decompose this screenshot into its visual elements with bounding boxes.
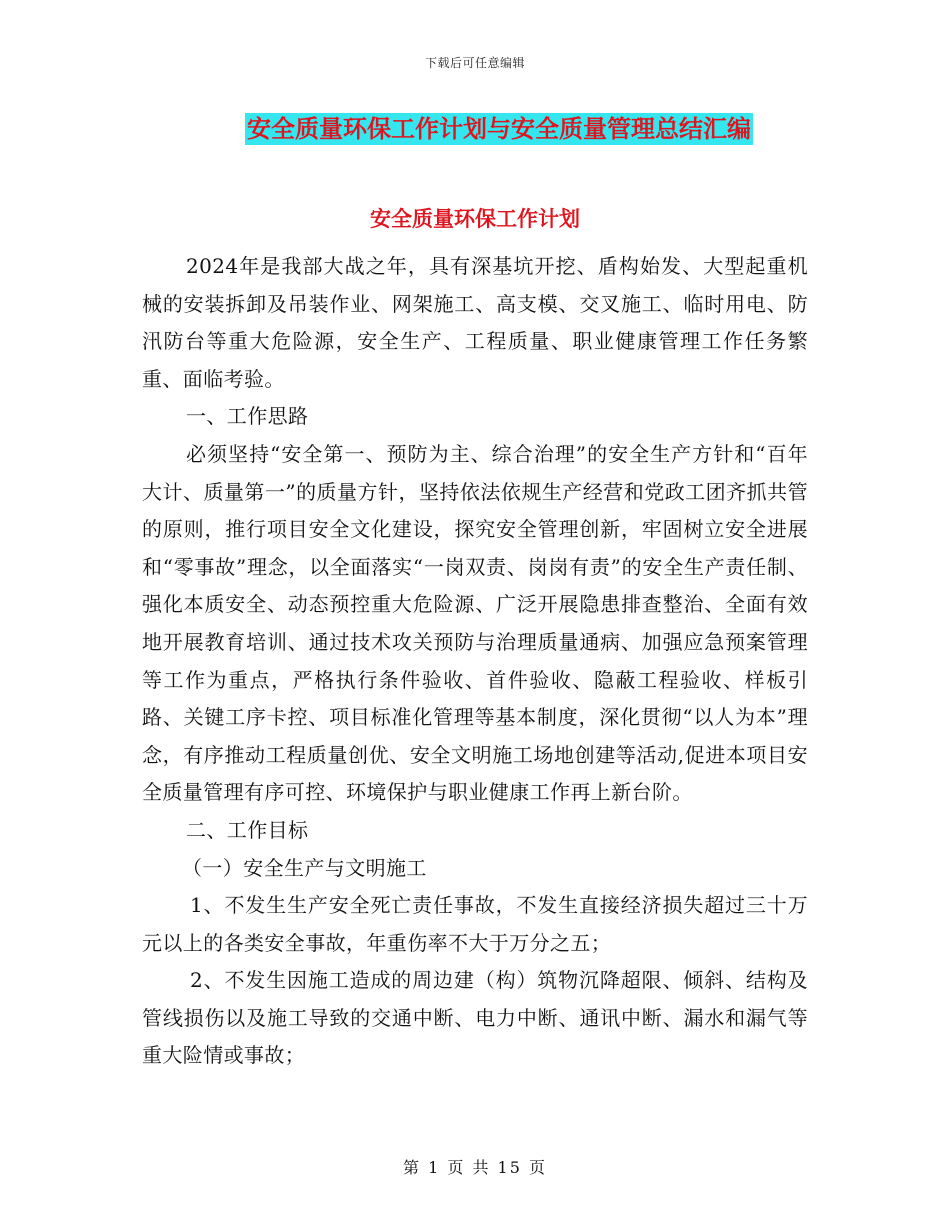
page-footer: 第 1 页 共 15 页 (403, 1158, 547, 1177)
paragraph-work-ideas: 必须坚持“安全第一、预防为主、综合治理”的安全生产方针和“百年大计、质量第一”的质量方针，坚持依法依规生产经营和党政工团齐抓共管的原则，推行项目安全文化建设，探究安全管理创新，牢固树立安全进展和“零事故”理念，以全面落实“一岗双责、岗岗有责”的安全生产责任制、强化本质安全、动态预控重大危险源、广泛开展隐患排查整治、全面有效地开展教育培训、通过技术攻关预防与治理质量通病、加强应急预案管理等工作为重点，严格执行条件验收、首件验收、隐蔽工程验收、样板引路、关键工序卡控、项目标准化管理等基本制度，深化贯彻“以人为本”理念，有序推动工程质量创优、安全文明施工场地创建等活动,促进本项目安全质量管理有序可控、环境保护与职业健康工作再上新台阶。 (142, 441, 808, 805)
paragraph-goal-1: 1、不发生生产安全死亡责任事故，不发生直接经济损失超过三十万元以上的各类安全事故，年重伤率不大于万分之五； (142, 893, 808, 955)
header-note: 下载后可任意编辑 (424, 56, 525, 70)
heading-work-goals: 二、工作目标 (186, 817, 309, 842)
section-title: 安全质量环保工作计划 (370, 207, 580, 231)
document-body (142, 248, 808, 1075)
document-title: 安全质量环保工作计划与安全质量管理总结汇编 (247, 115, 751, 143)
paragraph-goal-2: 2、不发生因施工造成的周边建（构）筑物沉降超限、倾斜、结构及管线损伤以及施工导致的交通中断、电力中断、通讯中断、漏水和漏气等重大险情或事故； (142, 968, 808, 1068)
document-title-wrap (0, 113, 950, 145)
paragraph-intro: 2024年是我部大战之年，具有深基坑开挖、盾构始发、大型起重机械的安装拆卸及吊装作业、网架施工、高支模、交叉施工、临时用电、防汛防台等重大危险源，安全生产、工程质量、职业健康管理工作任务繁重、面临考验。 (142, 254, 808, 391)
subheading-safety-production: （一）安全生产与文明施工 (182, 855, 427, 880)
heading-work-ideas: 一、工作思路 (186, 404, 309, 429)
